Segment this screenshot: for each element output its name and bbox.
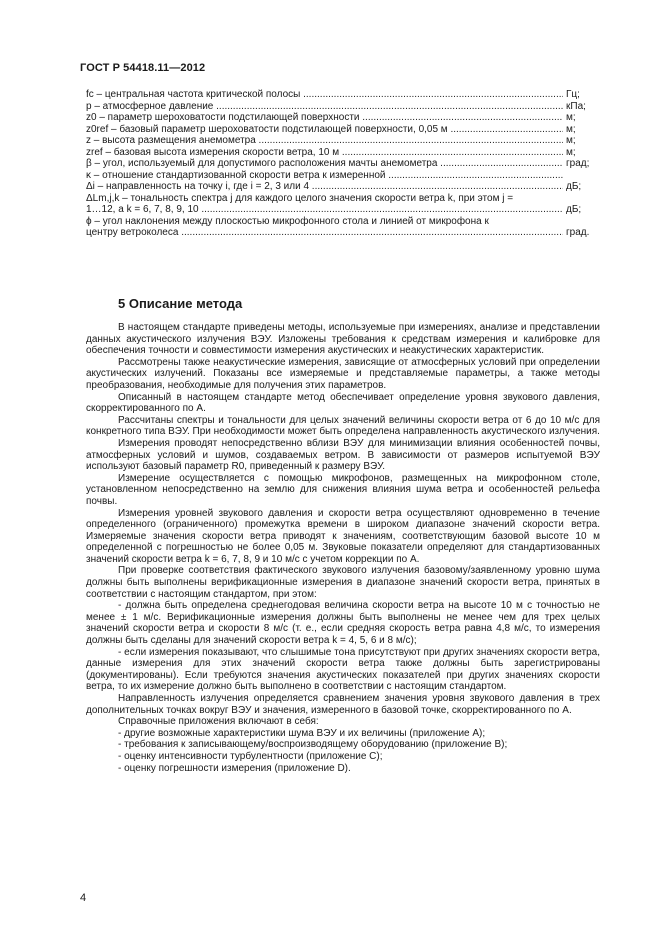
symbol-text: z – высота размещения анемометра ..... — [86, 135, 563, 147]
paragraph: В настоящем стандарте приведены методы, используемые при измерениях, анализе и представлении данных акустического излучения ВЭУ. Изложены требования к средствам измерения и калибровке для обеспечения точности и совместимости измерения акустических и неакустических характеристик. — [86, 322, 600, 357]
symbol-text-line1: ϕ – угол наклонения между плоскостью микрофонного стола и линией от микрофона к — [86, 215, 489, 227]
symbol-unit: дБ; — [566, 204, 582, 215]
symbol-unit: м; — [566, 123, 576, 135]
list-item: - оценку интенсивности турбулентности (приложение С); — [118, 750, 383, 762]
list-item: - оценку погрешности измерения (приложение D). — [118, 762, 351, 774]
symbol-unit: кПа; — [566, 100, 586, 112]
body-text — [86, 322, 600, 774]
symbol-unit: м; — [566, 135, 576, 146]
symbol-text: Δi – направленность на точку i, где i = 2, 3 или 4 ..... — [86, 181, 563, 193]
symbol-text: β – угол, используемый для допустимого расположения мачты анемометра ..... — [86, 158, 563, 170]
list-item: - требования к записывающему/воспроизводящему оборудованию (приложение В); — [118, 739, 508, 751]
symbol-row — [86, 89, 600, 101]
paragraph: Справочные приложения включают в себя: — [118, 716, 319, 728]
paragraph: Направленность излучения определяется сравнением значения уровня звукового давления в трех дополнительных точках вокруг ВЭУ и значения, измеренного в базовой точке, скорректированного по А. — [86, 693, 600, 716]
symbol-text: κ – отношение стандартизованной скорости ветра к измеренной ..... — [86, 170, 563, 182]
paragraph: Измерения уровней звукового давления и скорости ветра осуществляют одновременно в течение определенного (ограниченного) промежутка времени в широком диапазоне значений скорости ветра. Измеряемые значения скорости ветра приводят к значениям, соответствующим базовой высоте 10 м определенной с погрешностью не более 0,05 м. Звуковые показатели определяют для стандартизованных значений скорости ветра k = 6, 7, 8, 9 и 10 м/с с учетом коррекции по А. — [86, 507, 600, 565]
paragraph: Рассчитаны спектры и тональности для целых значений величины скорости ветра от 6 до 10 м/с для конкретного типа ВЭУ. При необходимости может быть определена направленность акустического излучения. — [86, 414, 600, 438]
symbol-unit: град; — [566, 158, 590, 169]
paragraph: При проверке соответствия фактического звукового излучения базовому/заявленному уровню шума должны быть выполнены верификационные измерения в диапазоне значений скорости ветра, принятых в соответствии с настоящим стандартом, при этом: — [86, 565, 600, 600]
symbol-text: p – атмосферное давление ..... — [86, 101, 563, 113]
list-item: - должна быть определена среднегодовая величина скорости ветра на высоте 10 м с точностью не менее ± 1 м/с. Верификационные измерения должны быть выполнены не менее чем для трех целых значений скорости ветра и скорости 8 м/с (т. е., если средняя скорость ветра равна 4,8 м/с, то измерения должны быть сделаны для значений скорости ветра k = 4, 5, 6 и 8 м/с); — [86, 600, 600, 647]
symbol-text-line2: центру ветроколеса ..... — [86, 227, 563, 239]
symbol-text — [86, 216, 563, 239]
list-item: - другие возможные характеристики шума ВЭУ и их величины (приложение А); — [118, 727, 486, 739]
symbol-unit: град. — [566, 227, 590, 238]
symbol-row — [86, 181, 600, 193]
symbol-text: fc – центральная частота критической полосы ..... — [86, 89, 563, 101]
symbol-row — [86, 216, 600, 239]
symbol-row — [86, 193, 600, 216]
paragraph: Рассмотрены также неакустические измерения, зависящие от атмосферных условий при определении акустических излучений. Показаны все измеряемые и представляемые параметры, а также методы преобразования, необходимые для получения этих параметров. — [86, 356, 600, 391]
symbol-text: z0 – параметр шероховатости подстилающей поверхности ..... — [86, 112, 563, 124]
symbol-unit: дБ; — [566, 181, 582, 192]
symbol-unit: Гц; — [566, 89, 580, 100]
symbol-row — [86, 112, 600, 124]
symbol-row — [86, 170, 600, 182]
symbol-row — [86, 124, 600, 136]
paragraph: Измерение осуществляется с помощью микрофонов, размещенных на микрофонном столе, установленном непосредственно на землю для снижения влияния шума ветра и особенностей рельефа почвы. — [86, 472, 600, 507]
symbol-unit: м; — [566, 112, 576, 123]
list-item: - если измерения показывают, что слышимые тона присутствуют при других значениях скорости ветра, данные измерения для этих значений скорости ветра также должны быть зарегистрированы (документированы). Если требуются значения акустических показателей при других значениях скорости ветра, то их измерение должно быть выполнено в соответствии с настоящим стандартом. — [86, 646, 600, 693]
symbol-row — [86, 147, 600, 159]
section-title: 5 Описание метода — [118, 296, 243, 311]
symbol-text — [86, 193, 563, 216]
symbol-text: zref – базовая высота измерения скорости ветра, 10 м ..... — [86, 147, 563, 159]
symbol-row — [86, 158, 600, 170]
symbol-list — [86, 89, 600, 239]
symbol-text-line1: ΔLm,j,k – тональность спектра j для каждого целого значения скорости ветра k, при этом j = — [86, 192, 514, 204]
symbol-unit: м; — [566, 146, 576, 158]
symbol-row — [86, 135, 600, 147]
paragraph: Описанный в настоящем стандарте метод обеспечивает определение уровня звукового давления, скорректированного по А. — [86, 391, 600, 415]
symbol-text: z0ref – базовый параметр шероховатости подстилающей поверхности, 0,05 м ..... — [86, 124, 563, 136]
symbol-text-line2: 1…12, а k = 6, 7, 8, 9, 10 ..... — [86, 204, 563, 216]
paragraph: Измерения проводят непосредственно вблизи ВЭУ для минимизации влияния особенностей почвы, атмосферных условий и шумов, создаваемых ветром. В зависимости от размеров испытуемой ВЭУ используют базовый параметр R0, приведенный к размеру ВЭУ. — [86, 437, 600, 473]
symbol-row — [86, 101, 600, 113]
page-header: ГОСТ Р 54418.11—2012 — [80, 62, 206, 74]
page-number: 4 — [80, 892, 87, 904]
